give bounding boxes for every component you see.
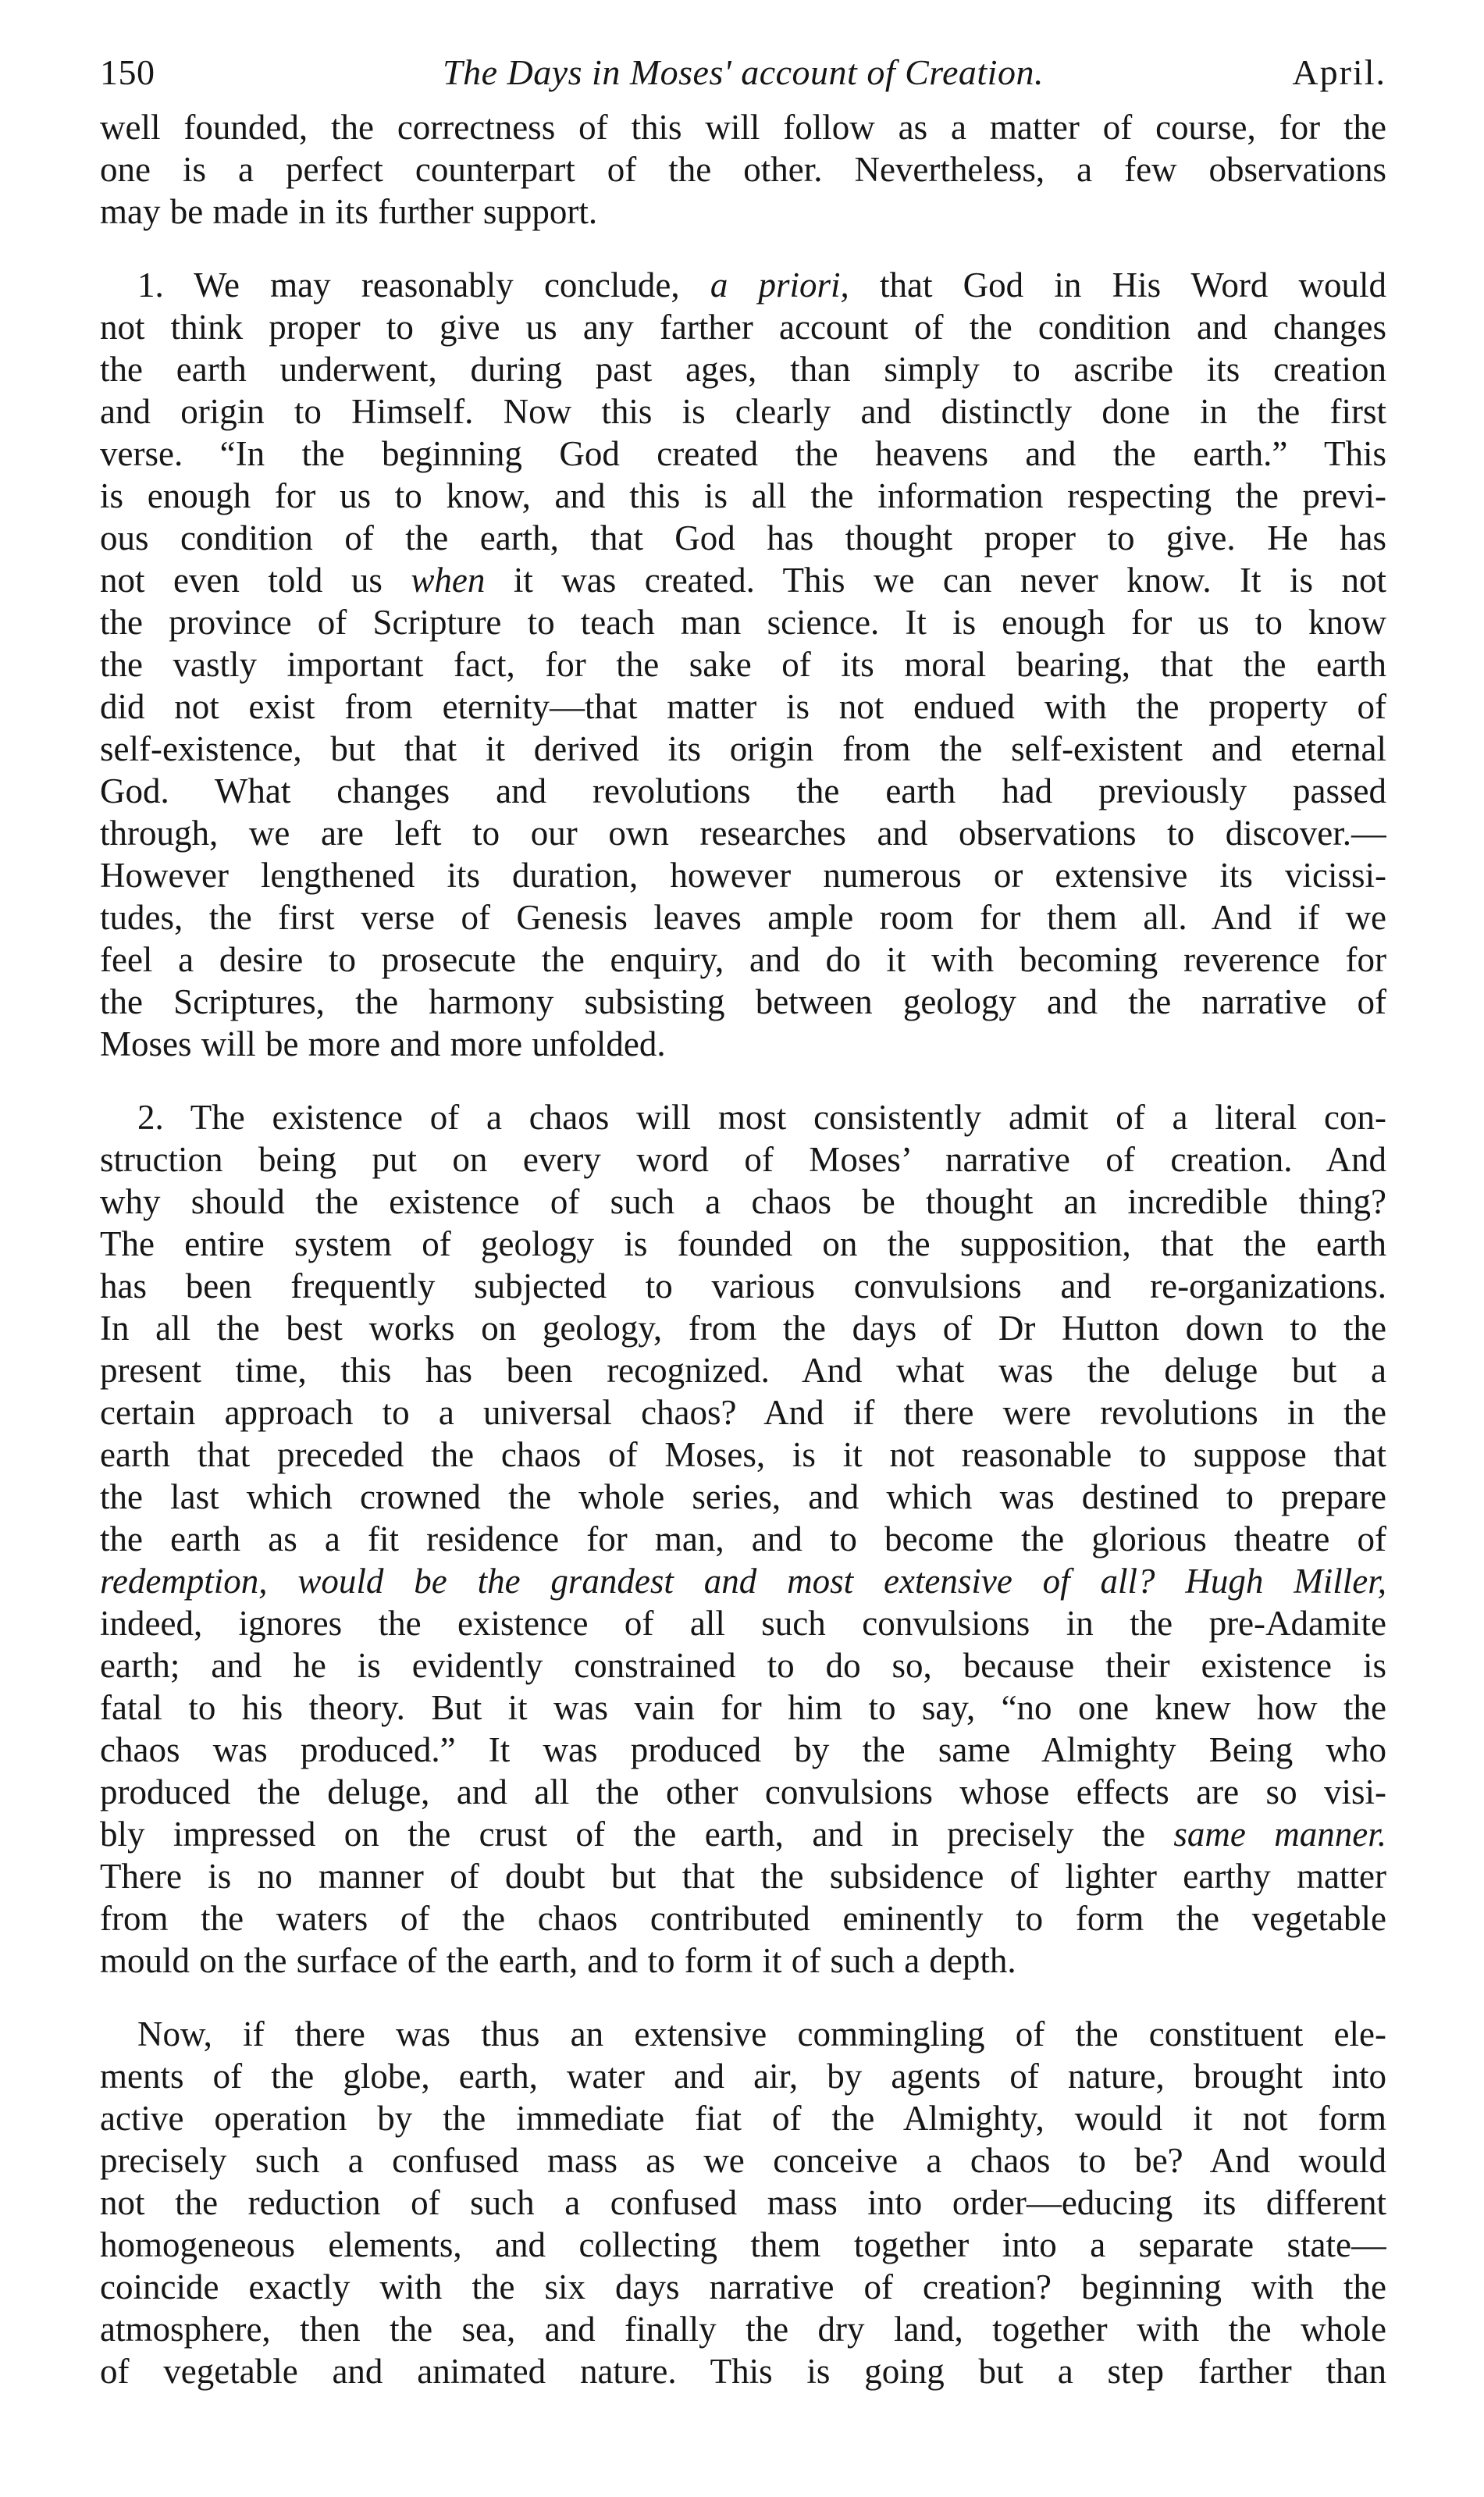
text-line: self-existence, but that it derived its origin from the self-existent and eternal [100,729,1386,768]
paragraph-gap [100,1982,1386,2013]
text-line [100,559,1386,601]
text-run: bly impressed on the crust of the earth, and in precisely the [100,1815,1145,1854]
text-line: chaos was produced.” It was produced by the same Almighty Being who [100,1730,1386,1769]
text-line [100,1813,1386,1855]
text-line: well founded, the correctness of this will follow as a matter of course, for the [100,108,1386,147]
text-line: However lengthened its duration, however numerous or extensive its vicissi- [100,856,1386,895]
text-line: through, we are left to our own researches and observations to discover.— [100,814,1386,853]
text-line: active operation by the immediate fiat of the Almighty, would it not form [100,2099,1386,2138]
italic-run: a priori, [710,265,849,305]
page-number: 150 [100,52,155,92]
running-head [100,39,1386,106]
italic-run: redemption, would be the grandest and most extensive of all? [100,1562,1155,1601]
text-line: Moses will be more and more unfolded. [100,1024,666,1063]
text-line: fatal to his theory. But it was vain for him to say, “no one knew how the [100,1688,1386,1727]
text-line: did not exist from eternity—that matter is not endued with the property of [100,687,1386,726]
text-line: God. What changes and revolutions the earth had previously passed [100,771,1386,810]
paragraph-continuation [100,106,1386,233]
text-line: why should the existence of such a chaos be thought an incredible thing? [100,1182,1386,1221]
text-line: not think proper to give us any farther account of the condition and changes [100,308,1386,347]
text-run: not even told us [100,561,383,600]
italic-run: same manner. [1173,1815,1386,1854]
text-run: that God in His Word would [880,265,1386,305]
text-line: The entire system of geology is founded on the supposition, that the earth [100,1224,1386,1263]
text-line: homogeneous elements, and collecting them together into a separate state— [100,2225,1386,2264]
text-line: of vegetable and animated nature. This is going but a step farther than [100,2352,1386,2391]
text-line: is enough for us to know, and this is all the information respecting the previ- [100,476,1386,515]
text-line: There is no manner of doubt but that the subsidence of lighter earthy matter [100,1857,1386,1896]
text-line: ments of the globe, earth, water and air, by agents of nature, brought into [100,2057,1386,2096]
page [100,39,1386,2392]
text-line: the Scriptures, the harmony subsisting between geology and the narrative of [100,982,1386,1021]
text-line [100,1560,1386,1602]
text-line: verse. “In the beginning God created the heavens and the earth.” This [100,434,1386,473]
text-line: the vastly important fact, for the sake of its moral bearing, that the earth [100,645,1386,684]
text-run: 1. We may reasonably conclude, [137,265,680,305]
text-line: present time, this has been recognized. And what was the deluge but a [100,1351,1386,1390]
text-line: one is a perfect counterpart of the other. Nevertheless, a few observations [100,150,1386,189]
paragraph-gap [100,1065,1386,1096]
text-line: earth that preceded the chaos of Moses, is it not reasonable to suppose that [100,1435,1386,1474]
running-title: The Days in Moses' account of Creation. [443,52,1044,92]
text-line: has been frequently subjected to various convulsions and re-organizations. [100,1266,1386,1305]
text-line: In all the best works on geology, from the days of Dr Hutton down to the [100,1309,1386,1348]
text-line: not the reduction of such a confused mass into order—educing its different [100,2183,1386,2222]
running-month: April. [1292,52,1386,92]
text-line: tudes, the first verse of Genesis leaves ample room for them all. And if we [100,898,1386,937]
text-line: certain approach to a universal chaos? And if there were revolutions in the [100,1393,1386,1432]
text-line: atmosphere, then the sea, and finally the dry land, together with the whole [100,2310,1386,2349]
text-run: it was created. This we can never know. It is not [513,561,1386,600]
paragraph-1 [100,264,1386,1065]
text-line: the province of Scripture to teach man science. It is enough for us to know [100,603,1386,642]
text-line: the last which crowned the whole series, and which was destined to prepare [100,1477,1386,1516]
italic-run: Hugh Miller, [1185,1562,1386,1601]
text-line: feel a desire to prosecute the enquiry, and do it with becoming reverence for [100,940,1386,979]
text-line: the earth as a fit residence for man, and to become the glorious theatre of [100,1519,1386,1558]
italic-run: when [411,561,486,600]
text-line: ous condition of the earth, that God has thought proper to give. He has [100,518,1386,557]
text-line: indeed, ignores the existence of all such convulsions in the pre-Adamite [100,1604,1386,1643]
paragraph-3 [100,2013,1386,2392]
text-line: struction being put on every word of Moses’ narrative of creation. And [100,1140,1386,1179]
text-line: Now, if there was thus an extensive commingling of the constituent ele- [137,2014,1386,2054]
text-line: from the waters of the chaos contributed eminently to form the vegetable [100,1899,1386,1938]
paragraph-gap [100,233,1386,264]
text-line: produced the deluge, and all the other convulsions whose effects are so visi- [100,1772,1386,1811]
text-line: and origin to Himself. Now this is clearly and distinctly done in the first [100,392,1386,431]
text-line: precisely such a confused mass as we conceive a chaos to be? And would [100,2141,1386,2180]
text-line: earth; and he is evidently constrained to do so, because their existence is [100,1646,1386,1685]
text-line [100,264,1386,306]
text-line: mould on the surface of the earth, and to form it of such a depth. [100,1941,1016,1980]
text-line: the earth underwent, during past ages, than simply to ascribe its creation [100,350,1386,389]
text-line: 2. The existence of a chaos will most consistently admit of a literal con- [137,1098,1386,1137]
text-line: coincide exactly with the six days narrative of creation? beginning with the [100,2267,1386,2306]
text-line: may be made in its further support. [100,192,598,231]
paragraph-2 [100,1096,1386,1982]
